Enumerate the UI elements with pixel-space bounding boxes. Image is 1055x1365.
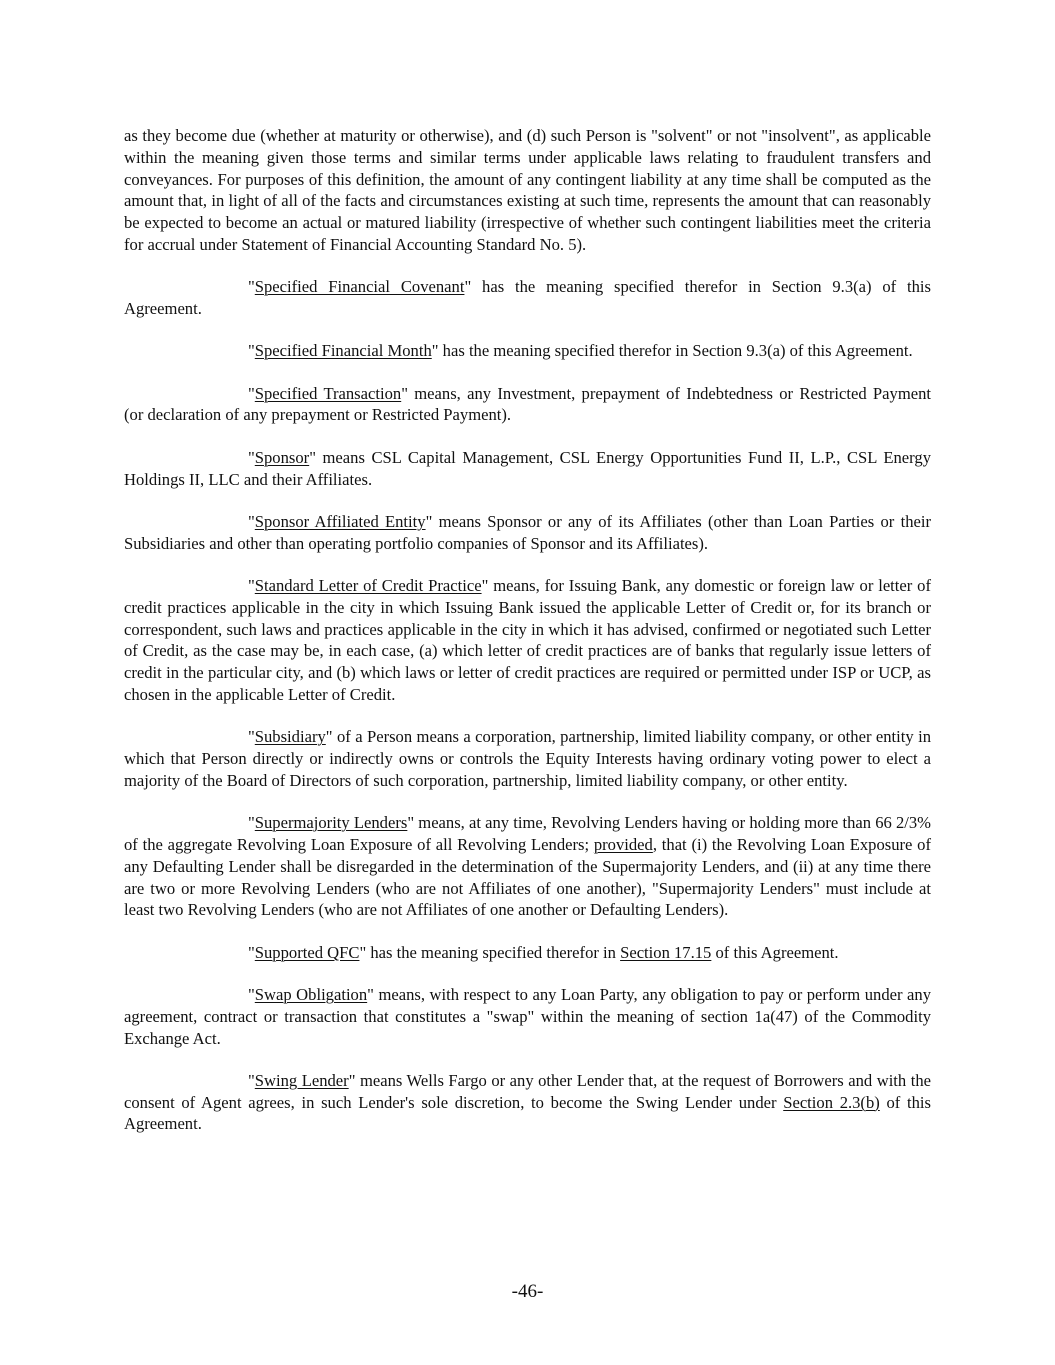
- definition-text: " means, at any time, Revolving Lenders having or holding more than 66 2/3% of the aggregate Revolving Loan Exposure of all Revolving Lenders;: [124, 813, 931, 854]
- definition-text-continued: of this Agreement.: [711, 942, 839, 962]
- definition-swing-lender: "Swing Lender" means Wells Fargo or any other Lender that, at the request of Borrowers and with the consent of Agent agrees, in such Lender's sole discretion, to become the Swing Lender under Section 2.3(b) of this Agreement.: [124, 1070, 931, 1134]
- defined-term: Supermajority Lenders: [254, 813, 408, 833]
- definition-specified-transaction: "Specified Transaction" means, any Investment, prepayment of Indebtedness or Restricted Payment (or declaration of any prepayment or Restricted Payment).: [124, 383, 932, 425]
- definition-text-continued: of this Agreement.: [124, 1092, 931, 1134]
- definition-text: " means Wells Fargo or any other Lender that, at the request of Borrowers and with the consent of Agent agrees, in such Lender's sole discretion, to become the Swing Lender under: [124, 1070, 931, 1112]
- definition-specified-financial-covenant: "Specified Financial Covenant" has the meaning specified therefor in Section 9.3(a) of this Agreement.: [124, 277, 931, 319]
- page-number: -46-: [511, 1281, 544, 1302]
- defined-term: Supported QFC: [254, 942, 360, 962]
- provided-term: provided: [593, 834, 653, 854]
- definition-supported-qfc: "Supported QFC" has the meaning specified therefor in Section 17.15 of this Agreement.: [248, 942, 839, 962]
- definition-text: " has the meaning specified therefor in Section 9.3(a) of this Agreement.: [431, 341, 913, 361]
- definition-text: " means, with respect to any Loan Party, any obligation to pay or perform under any agreement, contract or transaction that constitutes a "swap" within the meaning of section 1a(47) of the Commodity Exchange Act.: [124, 984, 931, 1048]
- definition-text: " means CSL Capital Management, CSL Energy Opportunities Fund II, L.P., CSL Energy Holdings II, LLC and their Affiliates.: [124, 447, 931, 489]
- continuation-paragraph: [124, 125, 931, 256]
- defined-term: Swing Lender: [254, 1070, 349, 1090]
- defined-term: Sponsor Affiliated Entity: [254, 511, 426, 531]
- definition-text: " has the meaning specified therefor in: [359, 942, 621, 962]
- section-reference: Section 17.15: [620, 942, 712, 962]
- definition-sponsor-affiliated-entity: "Sponsor Affiliated Entity" means Sponsor or any of its Affiliates (other than Loan Parties or their Subsidiaries and other than operating portfolio companies of Sponsor and its Affiliates).: [124, 511, 931, 553]
- definition-text: " of a Person means a corporation, partnership, limited liability company, or other entity in which that Person directly or indirectly owns or controls the Equity Interests having ordinary voting power to elect a majority of the Board of Directors of such corporation, partnership, limited liability company, or other entity.: [124, 727, 931, 790]
- defined-term: Standard Letter of Credit Practice: [254, 575, 482, 595]
- defined-term: Specified Transaction: [254, 383, 402, 403]
- defined-term: Specified Financial Month: [254, 341, 432, 361]
- definition-text: " has the meaning specified therefor in Section 9.3(a) of this Agreement.: [124, 277, 931, 319]
- section-reference: Section 2.3(b): [783, 1092, 880, 1112]
- document-page: [124, 125, 931, 1156]
- definition-text: " means, for Issuing Bank, any domestic or foreign law or letter of credit practices applicable in the city in which Issuing Bank issued the applicable Letter of Credit or, for its branch or correspondent, such laws and practices applicable in the city in which it has advised, confirmed or negotiated such Letter of Credit, as the case may be, in each case, (a) which letter of credit practices are of banks that regularly issue letters of credit in the particular city, and (b) which laws or letter of credit practices are required or permitted under ISP or UCP, as chosen in the applicable Letter of Credit.: [124, 575, 931, 704]
- defined-term: Specified Financial Covenant: [254, 277, 465, 297]
- definition-subsidiary: "Subsidiary" of a Person means a corporation, partnership, limited liability company, or other entity in which that Person directly or indirectly owns or controls the Equity Interests having ordinary voting power to elect a majority of the Board of Directors of such corporation, partnership, limited liability company, or other entity.: [124, 727, 931, 790]
- definition-text-continued: , that (i) the Revolving Loan Exposure of any Defaulting Lender shall be disregarded in the determination of the Supermajority Lenders, and (ii) at any time there are two or more Revolving Lenders (who are not Affiliates of one another), "Supermajority Lenders" must include at least two Revolving Lenders (who are not Affiliates of one another or Defaulting Lenders).: [124, 834, 931, 920]
- definition-supermajority-lenders: "Supermajority Lenders" means, at any time, Revolving Lenders having or holding more than 66 2/3% of the aggregate Revolving Loan Exposure of all Revolving Lenders; provided, that (i) the Revolving Loan Exposure of any Defaulting Lender shall be disregarded in the determination of the Supermajority Lenders, and (ii) at any time there are two or more Revolving Lenders (who are not Affiliates of one another), "Supermajority Lenders" must include at least two Revolving Lenders (who are not Affiliates of one another or Defaulting Lenders).: [124, 813, 931, 920]
- definition-swap-obligation: "Swap Obligation" means, with respect to any Loan Party, any obligation to pay or perform under any agreement, contract or transaction that constitutes a "swap" within the meaning of section 1a(47) of the Commodity Exchange Act.: [124, 984, 931, 1048]
- definition-standard-letter-of-credit-practice: "Standard Letter of Credit Practice" means, for Issuing Bank, any domestic or foreign law or letter of credit practices applicable in the city in which Issuing Bank issued the applicable Letter of Credit or, for its branch or correspondent, such laws and practices applicable in the city in which it has advised, confirmed or negotiated such Letter of Credit, as the case may be, in each case, (a) which letter of credit practices are of banks that regularly issue letters of credit in the particular city, and (b) which laws or letter of credit practices are required or permitted under ISP or UCP, as chosen in the applicable Letter of Credit.: [124, 575, 931, 704]
- definition-sponsor: "Sponsor" means CSL Capital Management, CSL Energy Opportunities Fund II, L.P., CSL Energy Holdings II, LLC and their Affiliates.: [124, 447, 931, 489]
- defined-term: Swap Obligation: [254, 984, 368, 1004]
- defined-term: Sponsor: [254, 447, 310, 467]
- continuation-text: as they become due (whether at maturity or otherwise), and (d) such Person is "solvent" or not "insolvent", as applicable within the meaning given those terms and similar terms under applicable laws relating to fraudulent transfers and conveyances. For purposes of this definition, the amount of any contingent liability at any time shall be computed as the amount that, in light of all of the facts and circumstances existing at such time, represents the amount that can reasonably be expected to become an actual or matured liability (irrespective of whether such contingent liabilities meet the criteria for accrual under Statement of Financial Accounting Standard No. 5).: [124, 126, 931, 254]
- defined-term: Subsidiary: [254, 727, 326, 747]
- definition-text: " means, any Investment, prepayment of Indebtedness or Restricted Payment (or declaration of any prepayment or Restricted Payment).: [124, 383, 932, 425]
- definition-specified-financial-month: "Specified Financial Month" has the meaning specified therefor in Section 9.3(a) of this Agreement.: [248, 341, 913, 361]
- definition-text: " means Sponsor or any of its Affiliates (other than Loan Parties or their Subsidiaries and other than operating portfolio companies of Sponsor and its Affiliates).: [124, 511, 931, 553]
